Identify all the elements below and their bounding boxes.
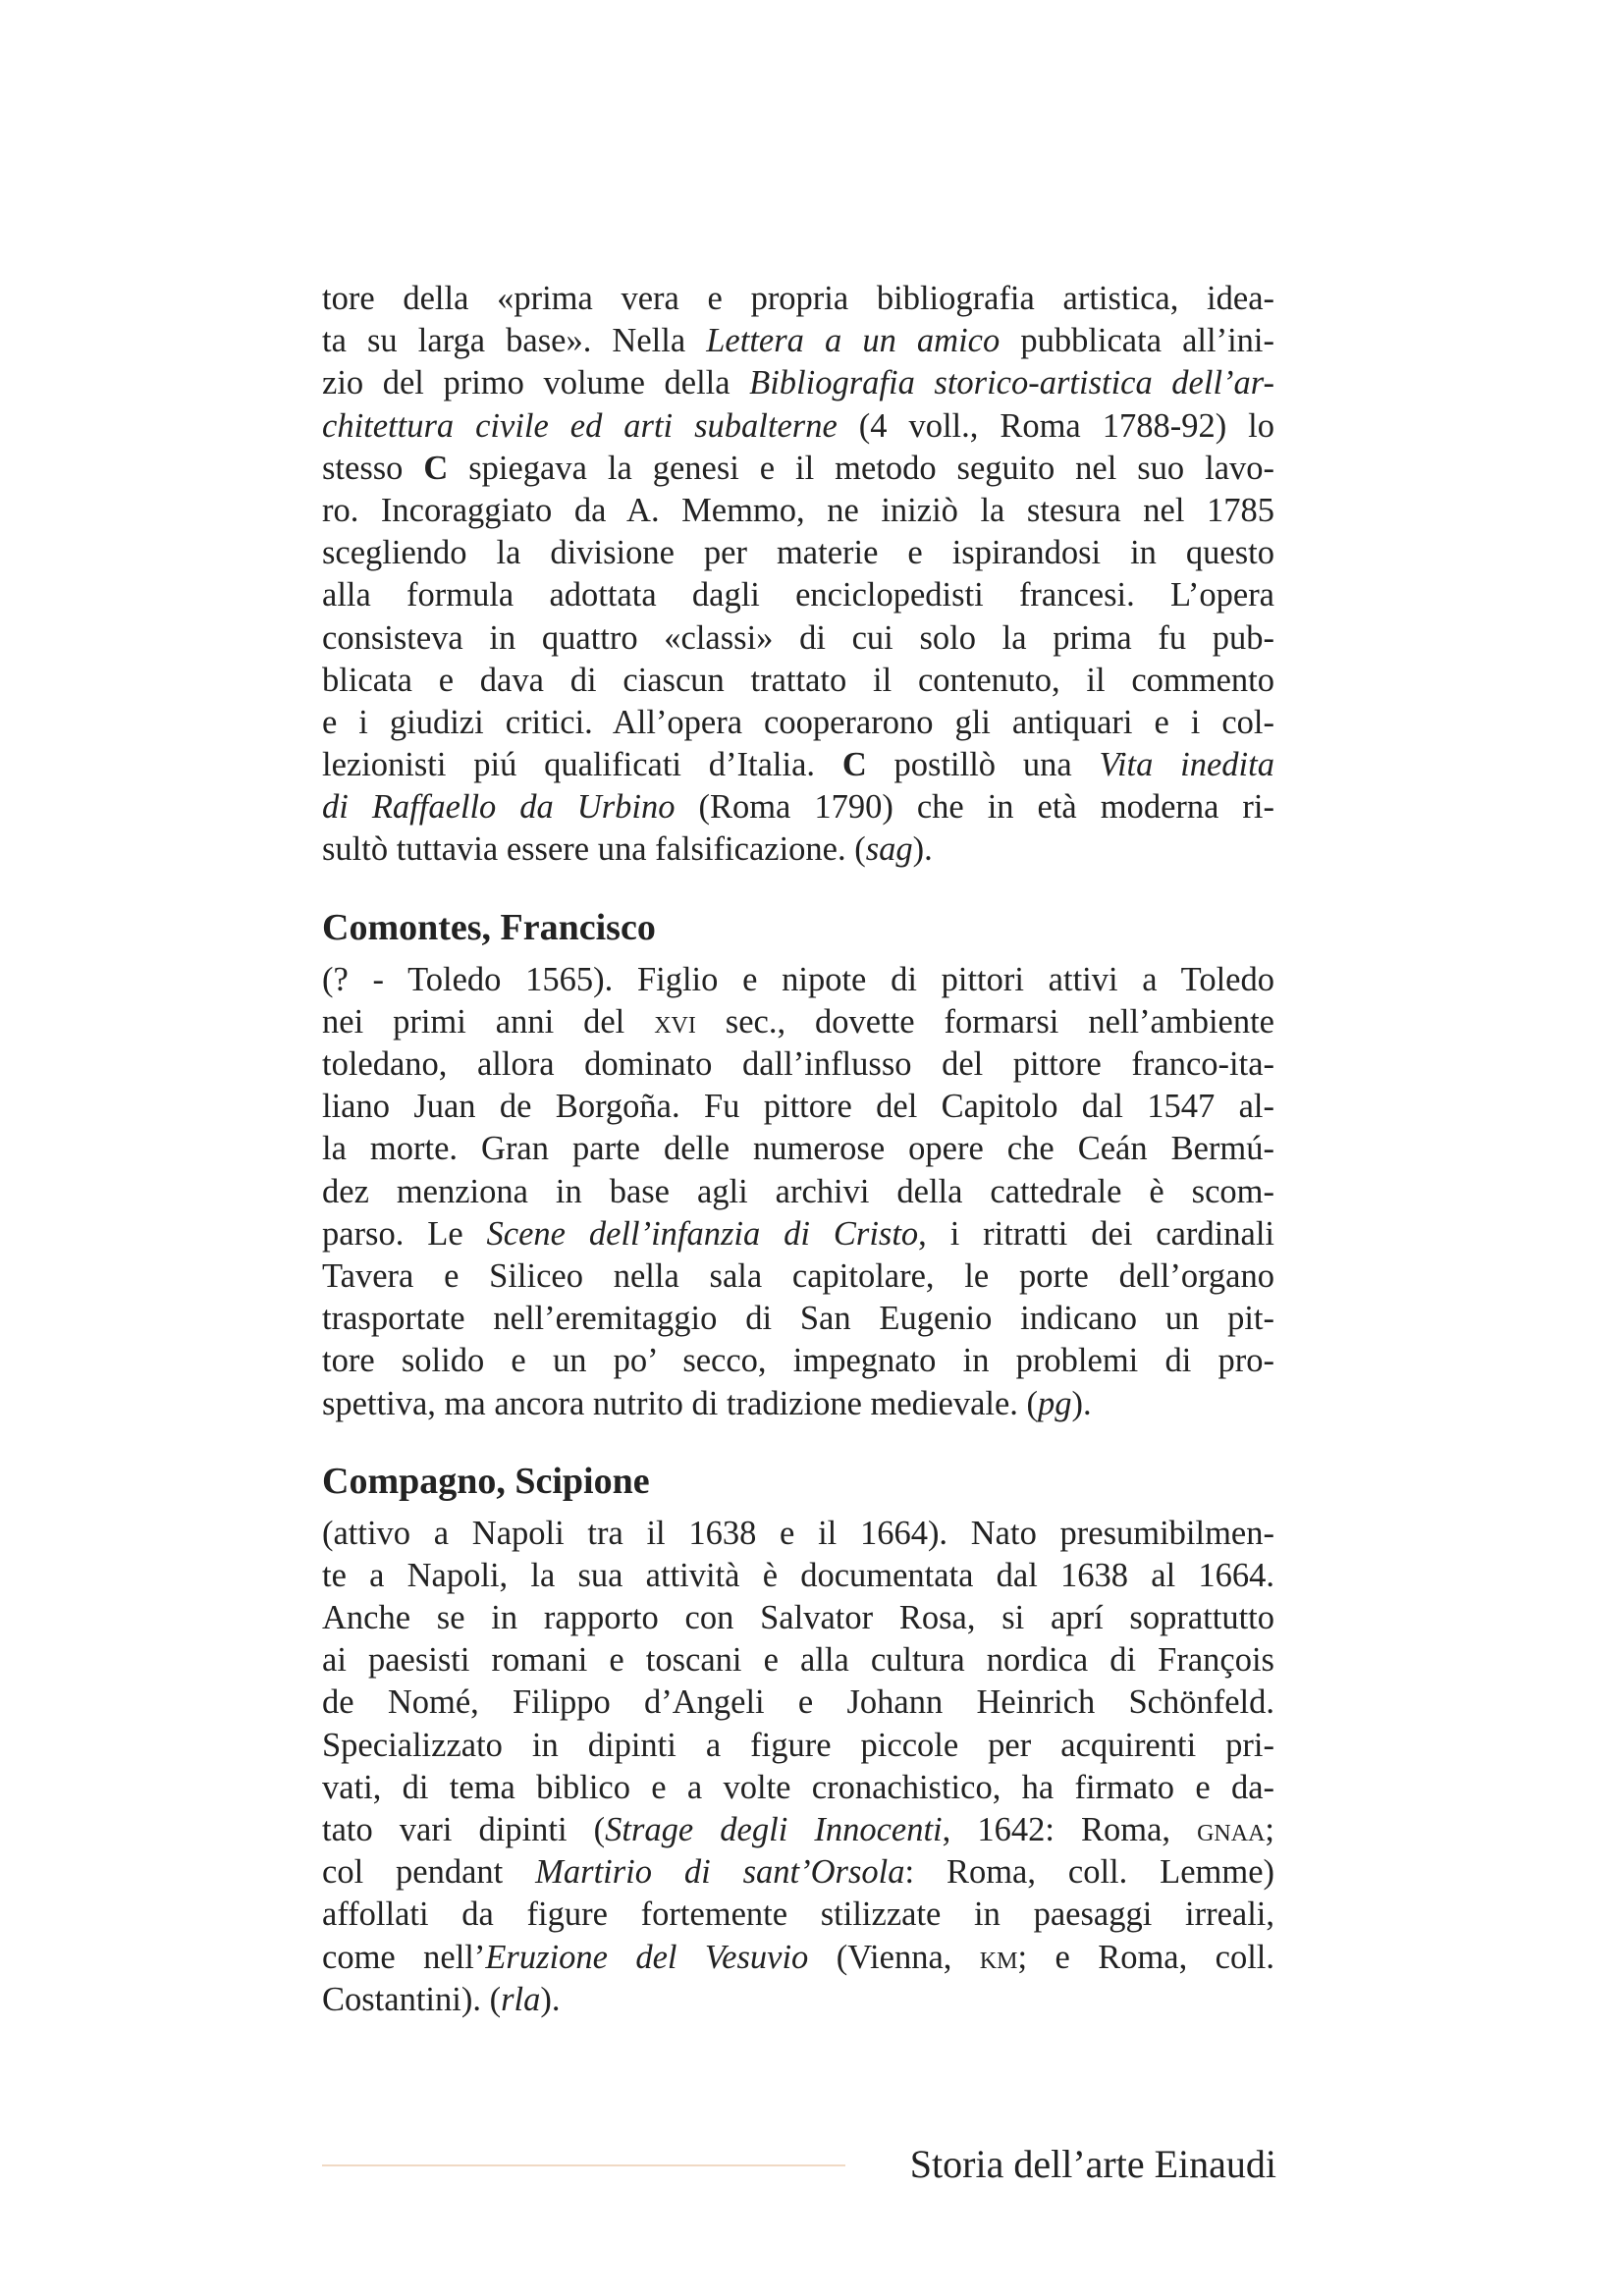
text-line: vati, di tema biblico e a volte cronachistico, ha firmato e da- bbox=[322, 1768, 1274, 1806]
text-line: stesso C spiegava la genesi e il metodo seguito nel suo lavo- bbox=[322, 449, 1274, 487]
text-line: consisteva in quattro «classi» di cui solo la prima fu pub- bbox=[322, 618, 1274, 657]
footer-title: Storia dell’arte Einaudi bbox=[909, 2142, 1276, 2186]
text-line: dez menziona in base agli archivi della cattedrale è scom- bbox=[322, 1172, 1274, 1210]
entry-comontes bbox=[322, 903, 1274, 1425]
text-line: parso. Le Scene dell’infanzia di Cristo, i ritratti dei cardinali bbox=[322, 1214, 1274, 1253]
text-line: affollati da figure fortemente stilizzate in paesaggi irreali, bbox=[322, 1896, 1274, 1934]
footer-rule bbox=[322, 2164, 845, 2166]
text-line: toledano, allora dominato dall’influsso del pittore franco-ita- bbox=[322, 1045, 1274, 1083]
text-line: tore solido e un po’ secco, impegnato in problemi di pro- bbox=[322, 1342, 1274, 1380]
text-line: spettiva, ma ancora nutrito di tradizione medievale. (pg). bbox=[322, 1384, 1092, 1422]
text-line: (? - Toledo 1565). Figlio e nipote di pittori attivi a Toledo bbox=[322, 960, 1274, 998]
text-line: tore della «prima vera e propria bibliografia artistica, idea- bbox=[322, 280, 1274, 317]
text-line: de Nomé, Filippo d’Angeli e Johann Heinrich Schönfeld. bbox=[322, 1683, 1274, 1722]
main-text bbox=[322, 278, 1274, 2021]
text-line: Costantini). (rla). bbox=[322, 1980, 561, 2018]
text-line: lezionisti piú qualificati d’Italia. C postillò una Vita inedita bbox=[322, 746, 1274, 784]
text-line: ta su larga base». Nella Lettera a un amico pubblicata all’ini- bbox=[322, 322, 1274, 360]
entry-compagno bbox=[322, 1457, 1274, 2021]
text-line: liano Juan de Borgoña. Fu pittore del Capitolo dal 1547 al- bbox=[322, 1088, 1274, 1126]
text-line: scegliendo la divisione per materie e ispirandosi in questo bbox=[322, 534, 1274, 572]
text-line: sultò tuttavia essere una falsificazione. (sag). bbox=[322, 830, 933, 869]
text-line: Specializzato in dipinti a figure piccole per acquirenti pri- bbox=[322, 1726, 1274, 1764]
text-line: col pendant Martirio di sant’Orsola: Roma, coll. Lemme) bbox=[322, 1853, 1274, 1892]
text-line: ro. Incoraggiato da A. Memmo, ne iniziò la stesura nel 1785 bbox=[322, 491, 1274, 529]
text-line: la morte. Gran parte delle numerose opere che Ceán Bermú- bbox=[322, 1130, 1274, 1168]
text-line: chitettura civile ed arti subalterne (4 voll., Roma 1788-92) lo bbox=[322, 406, 1274, 445]
text-line: di Raffaello da Urbino (Roma 1790) che in età moderna ri- bbox=[322, 788, 1274, 827]
text-line: Anche se in rapporto con Salvator Rosa, si aprí soprattutto bbox=[322, 1599, 1274, 1637]
text-line: ai paesisti romani e toscani e alla cultura nordica di François bbox=[322, 1641, 1274, 1680]
text-line: nei primi anni del xvi sec., dovette formarsi nell’ambiente bbox=[322, 1002, 1274, 1041]
text-line: come nell’Eruzione del Vesuvio (Vienna, km; e Roma, coll. bbox=[322, 1938, 1275, 1976]
entry-title: Compagno, Scipione bbox=[322, 1460, 650, 1502]
text-line: Tavera e Siliceo nella sala capitolare, le porte dell’organo bbox=[322, 1256, 1274, 1295]
text-line: (attivo a Napoli tra il 1638 e il 1664). Nato presumibilmen- bbox=[322, 1514, 1274, 1552]
entry-title: Comontes, Francisco bbox=[322, 906, 656, 948]
text-line: tato vari dipinti (Strage degli Innocenti, 1642: Roma, gnaa; bbox=[322, 1811, 1275, 1848]
text-line: te a Napoli, la sua attività è documentata dal 1638 al 1664. bbox=[322, 1556, 1274, 1594]
text-line: blicata e dava di ciascun trattato il contenuto, il commento bbox=[322, 661, 1274, 699]
text-line: trasportate nell’eremitaggio di San Eugenio indicano un pit- bbox=[322, 1300, 1274, 1338]
text-line: alla formula adottata dagli enciclopedisti francesi. L’opera bbox=[322, 576, 1274, 614]
intro-paragraph bbox=[322, 278, 1274, 872]
text-line: e i giudizi critici. All’opera cooperarono gli antiquari e i col- bbox=[322, 703, 1274, 741]
text-line: zio del primo volume della Bibliografia storico-artistica dell’ar- bbox=[322, 364, 1275, 402]
